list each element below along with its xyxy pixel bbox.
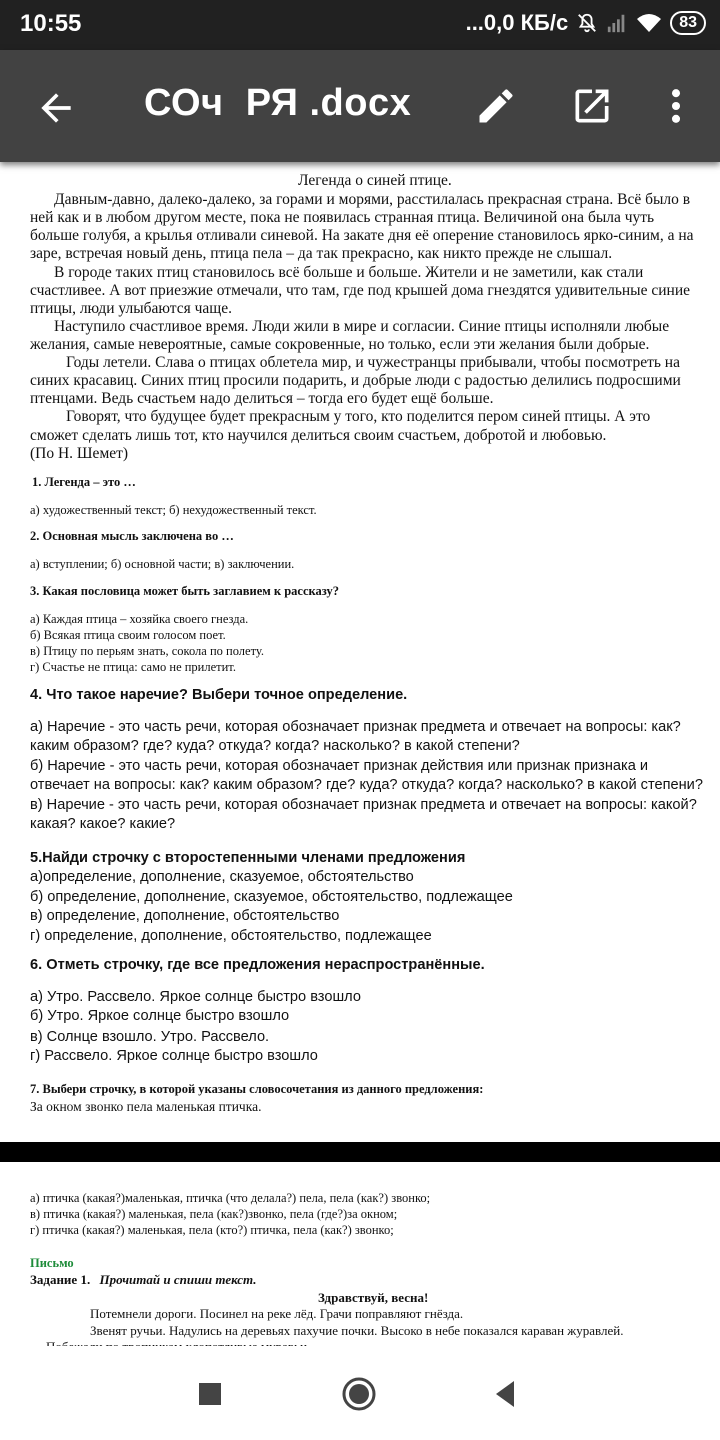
document-page-2[interactable] xyxy=(0,1162,720,1346)
question-4-line: отвечает на вопросы: как? каким образом? где? куда? откуда? когда? насколько? в какой степени? xyxy=(30,777,703,793)
question-7-option: а) птичка (какая?)маленькая, птичка (что делала?) пела, пела (как?) звонко; xyxy=(30,1191,431,1205)
story-line: счастливее. А вот приезжие отмечали, что там, где под крышей дома гнездятся удивительные синие xyxy=(30,282,690,299)
story-line: Давным-давно, далеко-далеко, за горами и морями, расстилалась прекрасная страна. Всё было в xyxy=(54,191,691,208)
question-6-title: 6. Отметь строчку, где все предложения нераспространённые. xyxy=(30,957,485,973)
question-3-option: в) Птицу по перьям знать, сокола по полету. xyxy=(30,644,265,658)
status-bar xyxy=(0,0,720,50)
question-4-line: б) Наречие - это часть речи, которая обозначает признак действия или признак признака и xyxy=(30,758,649,774)
navigation-bar xyxy=(0,1346,720,1440)
recent-apps-icon[interactable] xyxy=(188,1372,232,1416)
story-line: больше голубя, а крылья отливали синевой. На закате дня её оперение становилось ярко-синим, а на xyxy=(30,227,694,244)
letter-heading: Письмо xyxy=(30,1256,74,1270)
question-4-line: каким образом? где? куда? откуда? когда? насколько? в какой степени? xyxy=(30,738,520,754)
question-5-option: в) определение, дополнение, обстоятельство xyxy=(30,908,340,924)
question-1-answer: а) художественный текст; б) нехудожественный текст. xyxy=(30,503,317,517)
story-line: синих красавиц. Синих птиц просили подарить, и добрые люди с радостью делились подросшими xyxy=(30,372,681,389)
home-icon[interactable] xyxy=(337,1372,381,1416)
text-title: Здравствуй, весна! xyxy=(318,1290,429,1305)
question-4-title: 4. Что такое наречие? Выбери точное определение. xyxy=(30,687,408,703)
signal-icon xyxy=(606,12,628,34)
status-time: 10:55 xyxy=(20,10,82,37)
question-5-option: г) определение, дополнение, обстоятельство, подлежащее xyxy=(30,928,432,944)
question-6-option: г) Рассвело. Яркое солнце быстро взошло xyxy=(30,1048,318,1064)
question-6-option: б) Утро. Яркое солнце быстро взошло xyxy=(30,1008,290,1024)
question-5-title: 5.Найди строчку с второстепенными членами предложения xyxy=(30,850,466,866)
story-line: Годы летели. Слава о птицах облетела мир, и чужестранцы прибывали, чтобы посмотреть на xyxy=(66,354,680,371)
question-3-option: а) Каждая птица – хозяйка своего гнезда. xyxy=(30,612,249,626)
question-2-answer: а) вступлении; б) основной части; в) заключении. xyxy=(30,557,295,571)
data-speed: ...0,0 КБ/с xyxy=(465,10,569,35)
question-3-option: г) Счастье не птица: само не прилетит. xyxy=(30,660,236,674)
battery-indicator: 83 xyxy=(670,11,706,35)
task-1-label: Задание 1. xyxy=(30,1272,91,1287)
arrow-back-icon[interactable] xyxy=(34,86,78,130)
question-2-title: 2. Основная мысль заключена во … xyxy=(30,529,234,543)
task-1 xyxy=(30,1272,257,1288)
open-external-icon[interactable] xyxy=(570,84,614,128)
question-7-option: г) птичка (какая?) маленькая, пела (кто?) птичка, пела (как?) звонко; xyxy=(30,1223,394,1237)
story-line: заре, встречая новый день, птица пела – да так прекрасно, как никто прежде не слышал. xyxy=(30,245,613,262)
question-4-line: в) Наречие - это часть речи, которая обозначает признак предмета и отвечает на вопросы: какой? xyxy=(30,797,697,813)
story-line: В городе таких птиц становилось всё больше и больше. Жители и не заметили, как стали xyxy=(54,264,644,281)
letter-line: Звенят ручьи. Надулись на деревьях пахучие почки. Высоко в небе показался караван журавлей. xyxy=(90,1323,624,1338)
question-7-title: 7. Выбери строчку, в которой указаны словосочетания из данного предложения: xyxy=(30,1082,484,1096)
question-6-option: в) Солнце взошло. Утро. Рассвело. xyxy=(30,1029,270,1045)
question-7-sentence: За окном звонко пела маленькая птичка. xyxy=(30,1099,262,1114)
story-line: ней как и в любом другом месте, пока не появилась странная птица. Величиной она была чуть xyxy=(30,209,655,226)
question-1-title: 1. Легенда – это … xyxy=(32,475,136,489)
letter-line: Потемнели дороги. Посинел на реке лёд. Грачи поправляют гнёзда. xyxy=(90,1306,464,1321)
story-author: (По Н. Шемет) xyxy=(30,445,129,462)
question-4-line: а) Наречие - это часть речи, которая обозначает признак предмета и отвечает на вопросы: как? xyxy=(30,719,681,735)
question-6-option: а) Утро. Рассвело. Яркое солнце быстро взошло xyxy=(30,989,361,1005)
question-3-title: 3. Какая пословица может быть заглавием к рассказу? xyxy=(30,584,340,598)
document-page-1[interactable] xyxy=(0,162,720,1142)
mute-bell-icon xyxy=(576,12,598,34)
task-1-text: Прочитай и спиши текст. xyxy=(99,1272,257,1287)
document-title: СОч РЯ .docx xyxy=(144,82,412,124)
back-icon[interactable] xyxy=(484,1372,528,1416)
wifi-icon xyxy=(636,12,662,34)
edit-icon[interactable] xyxy=(474,84,518,128)
question-5-option: б) определение, дополнение, сказуемое, обстоятельство, подлежащее xyxy=(30,889,513,905)
story-line: птицы, люди улыбаются чаще. xyxy=(30,300,232,317)
story-title: Легенда о синей птице. xyxy=(298,172,452,189)
page-separator xyxy=(0,1142,720,1162)
question-3-option: б) Всякая птица своим голосом поет. xyxy=(30,628,226,642)
story-line: птенцами. Ведь счастьем надо делиться – тогда его будет ещё больше. xyxy=(30,390,494,407)
story-line: Говорят, что будущее будет прекрасным у того, кто поделится пером синей птицы. А это xyxy=(66,408,651,425)
app-bar xyxy=(0,50,720,162)
story-line: Наступило счастливое время. Люди жили в мире и согласии. Синие птицы исполняли любые xyxy=(54,318,670,335)
question-5-option: а)определение, дополнение, сказуемое, обстоятельство xyxy=(30,869,414,885)
more-vert-icon[interactable] xyxy=(654,84,698,128)
status-icons xyxy=(466,10,706,36)
question-7-option: в) птичка (какая?) маленькая, пела (как?)звонко, пела (где?)за окном; xyxy=(30,1207,398,1221)
story-line: желания, самые невероятные, самые сокровенные, но только, если эти желания были добрые. xyxy=(30,336,650,353)
question-4-line: какая? какое? какие? xyxy=(30,816,176,832)
story-line: сможет сделать лишь тот, кто научился делиться своим счастьем, добротой и любовью. xyxy=(30,427,607,444)
